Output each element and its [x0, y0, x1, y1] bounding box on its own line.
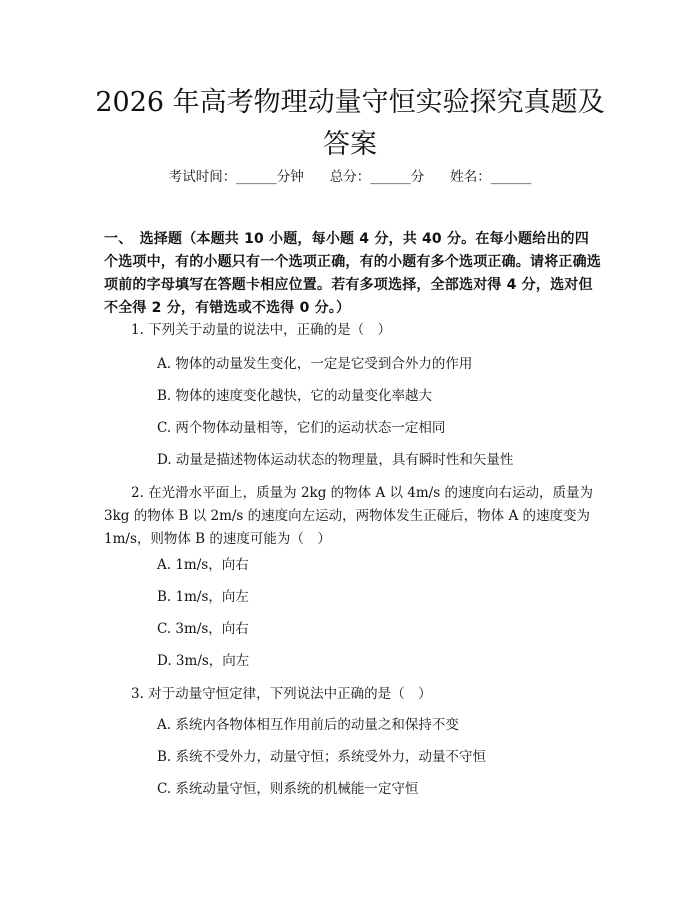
question-2-option-d: D. 3m/s，向左: [157, 653, 250, 669]
question-1-option-d: D. 动量是描述物体运动状态的物理量，具有瞬时性和矢量性: [157, 452, 514, 468]
section-heading: 一、 选择题（本题共 10 小题，每小题 4 分，共 40 分。在每小题给出的四个选项中，有的小题只有一个选项正确，有的小题有多个选项正确。请将正确选项前的字母填写在答题卡相应位置。若有多项选择，全部选对得 4 分，选对但不全得 2 分，有错选或不选得 0 分。）: [104, 231, 601, 316]
total-score-field: 总分：______分: [329, 169, 425, 185]
question-3-option-a: A. 系统内各物体相互作用前后的动量之和保持不变: [157, 717, 459, 733]
question-stem: 2. 在光滑水平面上，质量为 2kg 的物体 A 以 4m/s 的速度向右运动，质量为 3kg 的物体 B 以 2m/s 的速度向左运动，两物体发生正碰后，物体 A 的速度变为 1m/s，则物体 B 的速度可能为（ ）: [104, 485, 593, 547]
question-2-option-b: B. 1m/s，向左: [157, 589, 249, 605]
question-1-option-a: A. 物体的动量发生变化，一定是它受到合外力的作用: [157, 356, 473, 372]
question-stem: 3. 对于动量守恒定律，下列说法中正确的是（ ）: [131, 686, 432, 702]
exam-meta-line: [0, 168, 700, 186]
student-name-field: 姓名：______: [450, 169, 532, 185]
document-title: 2026 年高考物理动量守恒实验探究真题及答案: [95, 87, 605, 160]
question-stem: 1. 下列关于动量的说法中，正确的是（ ）: [131, 322, 392, 338]
question-1: [104, 319, 602, 342]
question-2: [104, 482, 602, 551]
question-2-option-a: A. 1m/s，向右: [157, 557, 249, 573]
question-3-option-c: C. 系统动量守恒，则系统的机械能一定守恒: [157, 781, 419, 797]
question-2-option-c: C. 3m/s，向右: [157, 621, 249, 637]
question-1-option-b: B. 物体的速度变化越快，它的动量变化率越大: [157, 388, 433, 404]
question-1-option-c: C. 两个物体动量相等，它们的运动状态一定相同: [157, 420, 446, 436]
exam-time-field: 考试时间：______分钟: [168, 169, 304, 185]
question-3: [104, 683, 602, 706]
question-3-option-b: B. 系统不受外力，动量守恒；系统受外力，动量不守恒: [157, 749, 487, 765]
